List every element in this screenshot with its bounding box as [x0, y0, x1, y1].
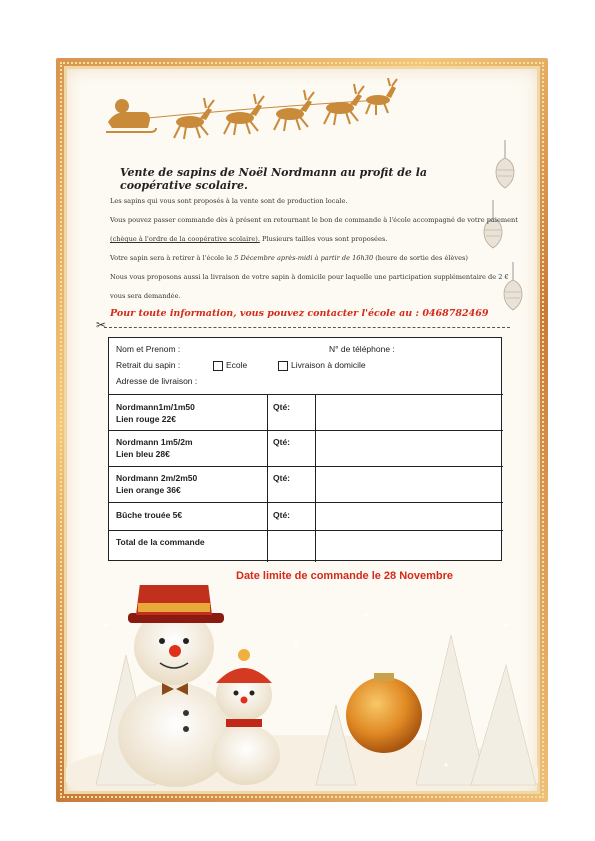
product-row-3	[116, 472, 197, 496]
snowman-scene	[66, 585, 538, 791]
quantity-label: Qté:	[273, 437, 290, 447]
product-detail: Lien bleu 28€	[116, 449, 170, 459]
paragraph-delivery: Nous vous proposons aussi la livraison de votre sapin à domicile pour laquelle une participation supplémentaire de 2 €	[110, 273, 509, 281]
total-label: Total de la commande	[116, 537, 205, 547]
form-divider	[109, 530, 503, 531]
form-divider	[109, 430, 503, 431]
form-column-divider	[267, 394, 268, 562]
form-column-divider	[315, 394, 316, 562]
christmas-ornament-icon	[502, 262, 524, 312]
paragraph-order-instructions: Vous pouvez passer commande dès à présent en retournant le bon de commande à l'école accompagné de votre paiement	[110, 216, 518, 224]
snowy-tree-icon	[416, 635, 486, 785]
product-name: Bûche trouée 5€	[116, 510, 183, 520]
pickup-time-note: (heure de sortie des élèves)	[373, 254, 468, 262]
phone-label: N° de téléphone :	[329, 344, 395, 354]
product-row-4	[116, 509, 182, 521]
quantity-label: Qté:	[273, 473, 290, 483]
form-divider	[109, 502, 503, 503]
paragraph-local-production: Les sapins qui vous sont proposés à la vente sont de production locale.	[110, 197, 348, 205]
paragraph-pickup	[110, 254, 468, 262]
delivery-option-label: Livraison à domicile	[291, 360, 366, 370]
form-divider	[109, 394, 503, 395]
product-row-1	[116, 401, 195, 425]
contact-info: Pour toute information, vous pouvez contacter l'école au : 0468782469	[110, 308, 489, 319]
pickup-date: 5 Décembre après-midi à partir de 16h30	[234, 254, 374, 262]
snowy-tree-icon	[471, 665, 536, 785]
cut-line	[104, 327, 510, 328]
christmas-bauble-icon	[346, 673, 422, 753]
order-form	[108, 337, 502, 561]
quantity-label: Qté:	[273, 510, 290, 520]
product-row-2	[116, 436, 193, 460]
payment-cheque-note: (chèque à l'ordre de la coopérative scolaire).	[110, 235, 260, 243]
product-name: Nordmann 1m5/2m	[116, 437, 193, 447]
address-label: Adresse de livraison :	[116, 376, 198, 386]
product-detail: Lien rouge 22€	[116, 414, 176, 424]
scissors-icon: ✂	[96, 318, 107, 332]
product-name: Nordmann1m/1m50	[116, 402, 195, 412]
order-deadline: Date limite de commande le 28 Novembre	[236, 570, 454, 582]
product-name: Nordmann 2m/2m50	[116, 473, 198, 483]
quantity-label: Qté:	[273, 402, 290, 412]
paragraph-payment	[110, 235, 387, 243]
product-detail: Lien orange 36€	[116, 485, 181, 495]
pickup-intro: Votre sapin sera à retirer à l'école le	[110, 254, 235, 262]
paragraph-delivery-fee: vous sera demandée.	[110, 292, 181, 300]
flyer-title: Vente de sapins de Noël Nordmann au profit de la coopérative scolaire.	[120, 166, 428, 192]
name-label: Nom et Prenom :	[116, 344, 181, 354]
pickup-label: Retrait du sapin :	[116, 360, 181, 370]
delivery-checkbox[interactable]	[278, 361, 288, 371]
christmas-ornament-icon	[482, 200, 504, 250]
school-option-label: Ecole	[226, 360, 248, 370]
reindeer-sleigh-icon	[100, 78, 400, 150]
form-divider	[109, 466, 503, 467]
school-checkbox[interactable]	[213, 361, 223, 371]
sizes-note: Plusieurs tailles vous sont proposées.	[259, 235, 388, 243]
